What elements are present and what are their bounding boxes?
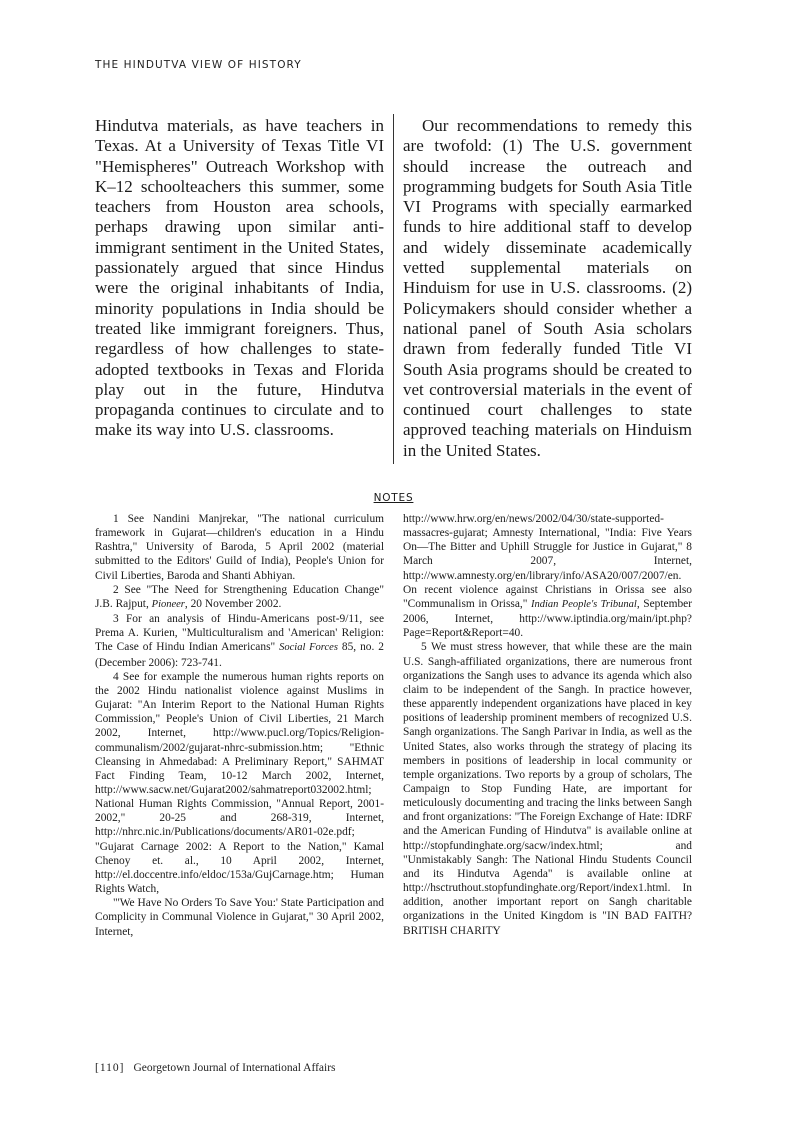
notes-right-column	[403, 512, 692, 938]
note-4-continued: "'We Have No Orders To Save You:' State Participation and Complicity in Communal Violence in Gujarat," 30 April 2002, Internet,	[95, 897, 384, 938]
note-4-tail: , September 2006, Internet, http://www.iptindia.org/main/ipt.php?Page=Report&Report=40.	[403, 597, 692, 640]
note-4-source: Indian People's Tribunal	[531, 598, 637, 610]
column-divider	[393, 114, 394, 464]
note-2-text: 2 See "The Need for Strengthening Education Change" J.B. Rajput,	[95, 583, 384, 610]
note-2-date: , 20 November 2002.	[184, 597, 282, 610]
body-text-left-column: Hindutva materials, as have teachers in Texas. At a University of Texas Title VI "Hemispheres" Outreach Workshop with K–12 schoolteachers this summer, some teachers from Houston area schools, perhaps drawing upon similar anti-immigrant sentiment in the United States, passionately argued that since Hindus were the original inhabitants of India, minority populations in India should be treated like immigrant foreigners. Thus, regardless of how challenges to state-adopted textbooks in Texas and Florida play out in the future, Hindutva propaganda continues to circulate and to make its way into U.S. classrooms.	[95, 116, 384, 440]
note-2-source: Pioneer	[151, 598, 185, 610]
note-1: 1 See Nandini Manjrekar, "The national curriculum framework in Gujarat—children's education in a Hindu Rashtra," University of Baroda, 5 April 2002 (material submitted to the Editors' Guild of India), People's Union for Civil Liberties, Baroda and Shanti Abhiyan.	[95, 513, 384, 582]
page-footer	[95, 1062, 336, 1074]
running-head: THE HINDUTVA VIEW OF HISTORY	[95, 59, 302, 71]
page-number: [110]	[95, 1062, 125, 1074]
note-4-urls: http://www.hrw.org/en/news/2002/04/30/state-supported-massacres-gujarat; Amnesty International, "India: Five Years On—The Bitter and Uphill Struggle for Justice in Gujarat," 8 March 2007, Internet, http://www.amnesty.org/en/library/info/ASA20/007/2007/en. On recent violence against Christians in Orissa see also "Communalism in Orissa,"	[403, 513, 692, 610]
note-3-citation: 85, no. 2 (December 2006): 723-741.	[95, 641, 385, 669]
note-4: 4 See for example the numerous human rights reports on the 2002 Hindu nationalist violence against Muslims in Gujarat: "An Interim Report to the National Human Rights Commission," People's Union of Civil Liberties, 21 March 2002, Internet, http://www.pucl.org/Topics/Religion-communalism/2002/gujarat-nhrc-submission.htm; "Ethnic Cleansing in Ahmedabad: A Preliminary Report," SAHMAT Fact Finding Team, 10-12 March 2002, Internet, http://www.sacw.net/Gujarat2002/sahmatreport032002.html; National Human Rights Commission, "Annual Report, 2001-2002," 20-25 and 268-319, Internet, http://nhrc.nic.in/Publications/documents/AR01-02e.pdf; "Gujarat Carnage 2002: A Report to the Nation," Kamal Chenoy et. al., 10 April 2002, Internet, http://el.doccentre.info/eldoc/153a/GujCarnage.htm; Human Rights Watch,	[95, 670, 384, 896]
notes-left-column	[95, 512, 384, 939]
notes-heading: NOTES	[373, 492, 414, 504]
note-3	[95, 612, 384, 670]
journal-name: Georgetown Journal of International Affairs	[133, 1062, 336, 1074]
note-2	[95, 583, 384, 612]
note-3-text: 3 For an analysis of Hindu-Americans post-9/11, see Prema A. Kurien, "Multiculturalism and 'American' Religion: The Case of Hindu Indian Americans"	[95, 613, 384, 654]
note-3-source: Social Forces	[279, 642, 338, 654]
note-4-continued-right	[403, 512, 692, 640]
note-5: 5 We must stress however, that while these are the main U.S. Sangh-affiliated organizations, there are numerous front organizations the Sangh uses to advance its agenda which also claim to be independent of the Sangh. In practice however, these apparently independent organizations have placed in key positions of leadership prominent members of recognized U.S. Sangh organizations. The Sangh Parivar in India, as well as the United States, also works through the strategy of placing its members in positions of leadership in local community or temple organizations. Two reports by a group of scholars, The Campaign to Stop Funding Hate, are important for meticulously documenting and tracing the links between Sangh and front organizations: "The Foreign Exchange of Hate: IDRF and the American Funding of Hindutva" is available online at http://stopfundinghate.org/sacw/index.html; and "Unmistakably Sangh: The National Hindu Students Council and its Hindutva Agenda" is available online at http://hsctruthout.stopfundinghate.org/Report/index1.html. In addition, another important report on Sangh charitable organizations in the United Kingdom is "IN BAD FAITH? BRITISH CHARITY	[403, 641, 692, 937]
body-text-right-column: Our recommendations to remedy this are twofold: (1) The U.S. government should increase the outreach and programming budgets for South Asia Title VI Programs with specially earmarked funds to hire additional staff to develop and widely disseminate academically vetted supplemental materials on Hinduism for use in U.S. classrooms. (2) Policymakers should consider whether a national panel of South Asia scholars drawn from federally funded Title VI South Asia programs should be created to vet controversial materials in the event of continued court challenges to state approved teaching materials on Hinduism in the United States.	[403, 116, 692, 460]
